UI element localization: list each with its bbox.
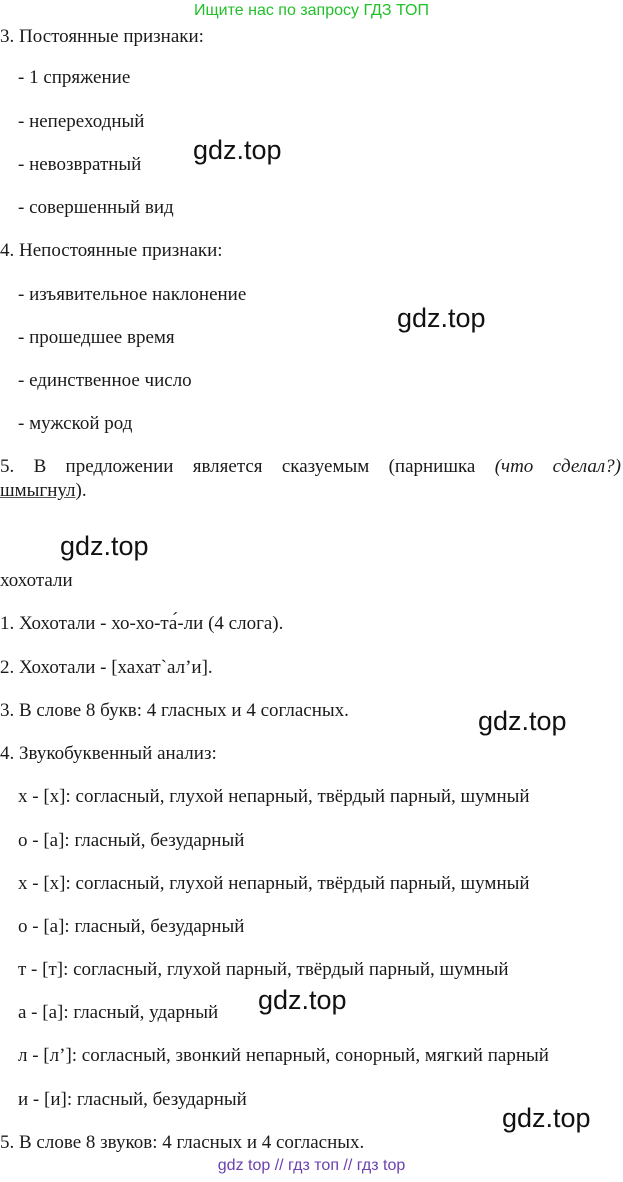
analysis-row: о - [а]: гласный, безударный — [18, 916, 245, 937]
underlined-word: шмыгнул — [0, 480, 76, 501]
analysis-row: х - [х]: согласный, глухой непарный, твёрдый парный, шумный — [18, 786, 530, 807]
list-item: - 1 спряжение — [18, 67, 131, 88]
watermark: gdz.top — [193, 135, 282, 165]
constant-features-heading: 3. Постоянные признаки: — [0, 26, 204, 47]
list-item: - непереходный — [18, 111, 145, 132]
sentence-role-end: ). — [75, 480, 87, 501]
analysis-row: т - [т]: согласный, глухой парный, твёрдый парный, шумный — [18, 959, 509, 980]
sentence-role-paragraph — [0, 456, 621, 478]
variable-features-heading: 4. Непостоянные признаки: — [0, 240, 223, 261]
watermark: gdz.top — [60, 531, 149, 561]
letters-count-line: 3. В слове 8 букв: 4 гласных и 4 согласных. — [0, 700, 349, 721]
list-item: - прошедшее время — [18, 327, 175, 348]
list-item: - единственное число — [18, 370, 192, 391]
analysis-row: а - [а]: гласный, ударный — [18, 1002, 219, 1023]
watermark: gdz.top — [502, 1103, 591, 1133]
analysis-row: л - [л’]: согласный, звонкий непарный, сонорный, мягкий парный — [18, 1045, 549, 1066]
watermark: gdz.top — [397, 303, 486, 333]
transcription-line: 2. Хохотали - [хахат`ал’и]. — [0, 657, 213, 678]
search-banner[interactable]: Ищите нас по запросу ГДЗ ТОП — [194, 2, 429, 19]
analysis-row: о - [а]: гласный, безударный — [18, 830, 245, 851]
analysis-heading: 4. Звукобуквенный анализ: — [0, 743, 217, 764]
list-item: - мужской род — [18, 413, 133, 434]
list-item: - изъявительное наклонение — [18, 284, 247, 305]
analysis-row: и - [и]: гласный, безударный — [18, 1089, 247, 1110]
footer-links[interactable]: gdz top // гдз топ // гдз top — [217, 1157, 406, 1174]
word-title: хохотали — [0, 570, 73, 591]
watermark: gdz.top — [478, 706, 567, 736]
sentence-role-continuation — [0, 480, 87, 502]
watermark: gdz.top — [258, 985, 347, 1015]
analysis-row: х - [х]: согласный, глухой непарный, твёрдый парный, шумный — [18, 873, 530, 894]
sounds-count-line: 5. В слове 8 звуков: 4 гласных и 4 согласных. — [0, 1132, 365, 1153]
list-item: - совершенный вид — [18, 197, 174, 218]
question-text: (что сделал?) — [494, 456, 621, 477]
syllables-line: 1. Хохотали - хо-хо-та́-ли (4 слога). — [0, 613, 284, 634]
list-item: - невозвратный — [18, 154, 142, 175]
sentence-role-text: 5. В предложении является сказуемым (парнишка — [0, 456, 495, 477]
